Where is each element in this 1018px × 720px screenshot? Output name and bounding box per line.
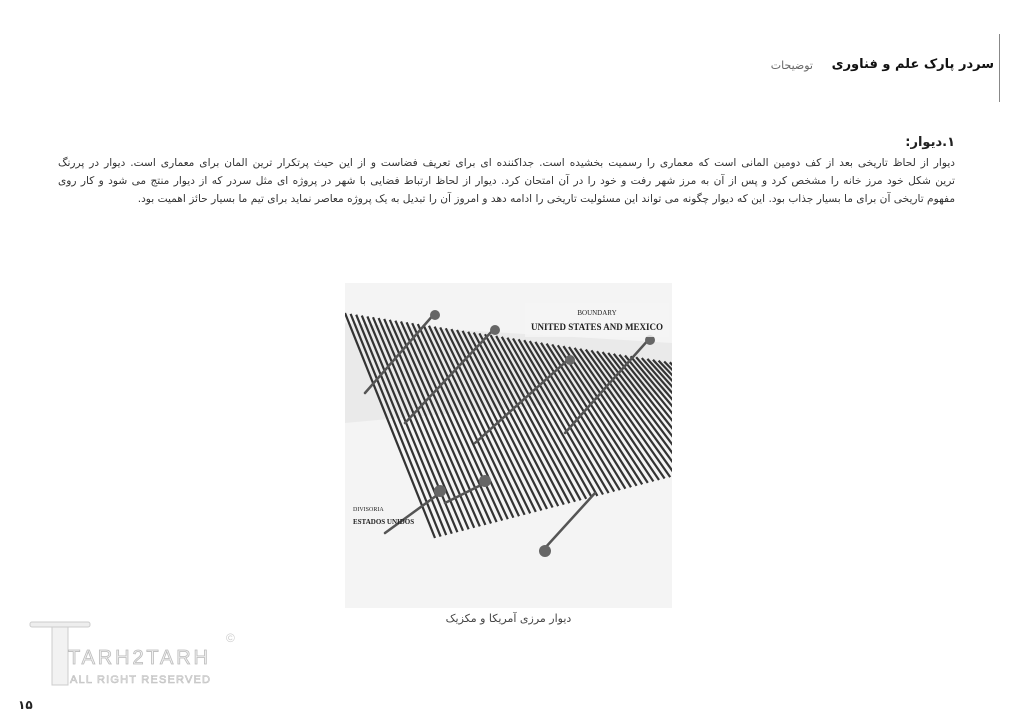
section-paragraph: [58, 154, 955, 208]
copyright-mark: ©: [226, 631, 235, 645]
watermark-brand: TARH2TARH: [68, 647, 208, 669]
page-subtitle: توضیحات: [770, 59, 813, 72]
paragraph-line: ترین شکل خود مرز خانه را مشخص کرد و پس از آن به مرز شهر رفت و خود را در آن امتحان کرد. دیوار از لحاظ ارتباط فضایی با شهر در پروژه ای مثل سردر که از دیوار منتج می شود و کار روی: [58, 175, 955, 187]
section-heading: ۱.دیوار:: [905, 135, 955, 150]
doc-text: ESTADOS UNIDOS: [353, 518, 415, 526]
border-wall-figure: [345, 283, 672, 608]
watermark-logo: [28, 620, 243, 690]
doc-text: BOUNDARY: [577, 309, 617, 317]
doc-text: DIVISORIA: [353, 507, 384, 513]
header-divider: [999, 34, 1000, 102]
watermark-rights: ALL RIGHT RESERVED: [70, 674, 210, 686]
doc-text: UNITED STATES AND MEXICO: [531, 322, 663, 332]
paragraph-line: دیوار از لحاظ تاریخی بعد از کف دومین المانی است که معماری را رسمیت بخشیده است. جداکننده ای برای تعریف فضاست و از این حیث پرتکرار ترین المان برای معماری است. دیوار در پررنگ: [58, 157, 955, 169]
page-number: ۱۵: [18, 698, 33, 712]
figure-caption: دیوار مرزی آمریکا و مکزیک: [445, 612, 572, 625]
page-title: سردر پارک علم و فناوری: [831, 57, 994, 72]
paragraph-line: مفهوم تاریخی آن برای ما بسیار جذاب بود. این که دیوار چگونه می تواند این مسئولیت تاریخی را ادامه دهد و امروز آن را تبدیل به یک پروژه معاصر نماید برای تیم ما بسیار حائز اهمیت بود.: [137, 193, 955, 205]
